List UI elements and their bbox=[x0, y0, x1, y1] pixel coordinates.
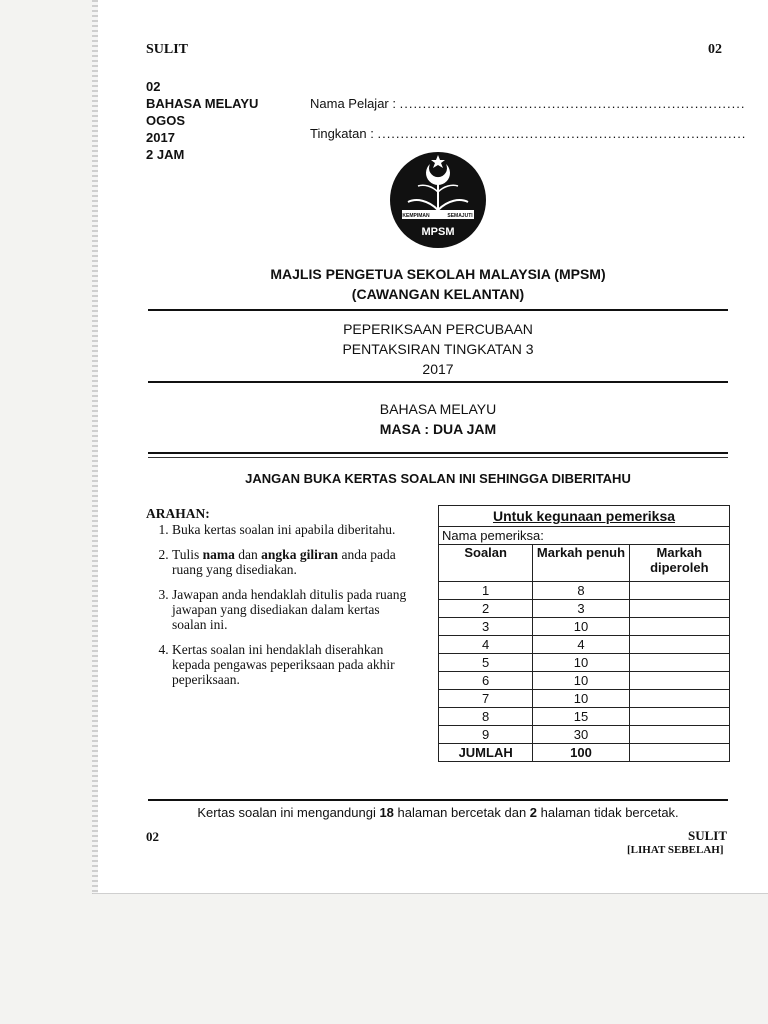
divider-rule bbox=[148, 452, 728, 454]
table-row: 6 10 bbox=[439, 672, 730, 690]
footer-classification: SULIT bbox=[688, 828, 728, 843]
table-row: 5 10 bbox=[439, 654, 730, 672]
header-full-marks: Markah penuh bbox=[533, 545, 629, 582]
table-total-row bbox=[439, 744, 730, 762]
instruction-item: 1. Buka kertas soalan ini apabila diberitahu. bbox=[172, 522, 414, 537]
instruction-item: 2. Tulis nama dan angka giliran anda pada ruang yang disediakan. bbox=[172, 547, 414, 577]
divider-rule bbox=[148, 799, 728, 801]
table-caption: Untuk kegunaan pemeriksa bbox=[439, 506, 730, 527]
table-row: 8 15 bbox=[439, 708, 730, 726]
instructions-title: ARAHAN: bbox=[146, 506, 210, 521]
examiner-name-label: Nama pemeriksa: bbox=[439, 527, 730, 545]
meta-year: 2017 bbox=[146, 130, 175, 145]
emphasis-name: nama bbox=[202, 547, 235, 562]
marks-obtained-cell[interactable] bbox=[629, 618, 729, 636]
table-row: 9 30 bbox=[439, 726, 730, 744]
table-row: 4 4 bbox=[439, 636, 730, 654]
total-full-marks: 100 bbox=[533, 744, 629, 762]
blank-page-count: 2 bbox=[529, 805, 538, 820]
instruction-item: 3. Jawapan anda hendaklah ditulis pada ruang jawapan yang disediakan dalam kertas soalan ini. bbox=[172, 587, 414, 632]
exam-assessment: PENTAKSIRAN TINGKATAN 3 bbox=[342, 341, 534, 357]
table-row: 3 10 bbox=[439, 618, 730, 636]
instructions-list bbox=[146, 522, 414, 687]
footer-code: 02 bbox=[146, 829, 159, 844]
marks-obtained-cell[interactable] bbox=[629, 672, 729, 690]
marks-obtained-cell[interactable] bbox=[629, 582, 729, 600]
table-row: 1 8 bbox=[439, 582, 730, 600]
divider-rule bbox=[148, 381, 728, 383]
student-name-line: ........................................................................... bbox=[399, 96, 746, 111]
marks-obtained-cell[interactable] bbox=[629, 708, 729, 726]
meta-duration: 2 JAM bbox=[146, 147, 185, 162]
marks-obtained-cell[interactable] bbox=[629, 654, 729, 672]
marks-obtained-cell[interactable] bbox=[629, 600, 729, 618]
exam-title: PEPERIKSAAN PERCUBAAN bbox=[343, 321, 533, 337]
logo-band-right: SEMAJUTI bbox=[447, 213, 473, 219]
student-name-label: Nama Pelajar : bbox=[310, 96, 396, 111]
do-not-open-warning: JANGAN BUKA KERTAS SOALAN INI SEHINGGA DIBERITAHU bbox=[245, 471, 631, 486]
paper-meta bbox=[146, 78, 258, 163]
exam-year: 2017 bbox=[422, 361, 454, 377]
printed-page-count: 18 bbox=[379, 805, 394, 820]
logo-band-left: KEMPIMAN bbox=[402, 213, 430, 219]
organization-branch: (CAWANGAN KELANTAN) bbox=[351, 286, 525, 302]
page-count-note: Kertas soalan ini mengandungi 18 halaman bercetak dan 2 halaman tidak bercetak. bbox=[197, 805, 679, 820]
binding-edge bbox=[92, 0, 98, 893]
header-classification: SULIT bbox=[146, 42, 189, 57]
meta-subject: BAHASA MELAYU bbox=[146, 96, 259, 111]
mpsm-logo bbox=[388, 150, 488, 250]
marks-obtained-cell[interactable] bbox=[629, 726, 729, 744]
exam-subject: BAHASA MELAYU bbox=[379, 401, 497, 417]
footer-turn-over: [LIHAT SEBELAH] bbox=[627, 844, 724, 856]
table-row: 2 3 bbox=[439, 600, 730, 618]
student-name-field[interactable] bbox=[310, 96, 746, 111]
header-marks-obtained: Markah diperoleh bbox=[629, 545, 729, 582]
examiner-marks-table bbox=[438, 505, 730, 762]
logo-text: MPSM bbox=[421, 226, 455, 238]
instruction-item: 4. Kertas soalan ini hendaklah diserahkan kepada pengawas peperiksaan pada akhir peperiksaan. bbox=[172, 642, 414, 687]
total-marks-obtained-cell[interactable] bbox=[629, 744, 729, 762]
total-label: JUMLAH bbox=[439, 744, 533, 762]
divider-rule bbox=[148, 309, 728, 311]
exam-duration: MASA : DUA JAM bbox=[379, 421, 497, 437]
form-field[interactable] bbox=[310, 126, 746, 141]
header-code: 02 bbox=[708, 42, 722, 57]
emphasis-index-number: angka giliran bbox=[261, 547, 339, 562]
organization-name: MAJLIS PENGETUA SEKOLAH MALAYSIA (MPSM) bbox=[270, 266, 606, 282]
meta-month: OGOS bbox=[146, 113, 186, 128]
meta-code: 02 bbox=[146, 79, 161, 94]
marks-obtained-cell[interactable] bbox=[629, 690, 729, 708]
form-line: ................................................................................ bbox=[377, 126, 747, 141]
header-question: Soalan bbox=[439, 545, 533, 582]
divider-rule bbox=[148, 457, 728, 458]
form-label: Tingkatan : bbox=[310, 126, 374, 141]
instructions bbox=[146, 506, 414, 697]
marks-obtained-cell[interactable] bbox=[629, 636, 729, 654]
table-row: 7 10 bbox=[439, 690, 730, 708]
